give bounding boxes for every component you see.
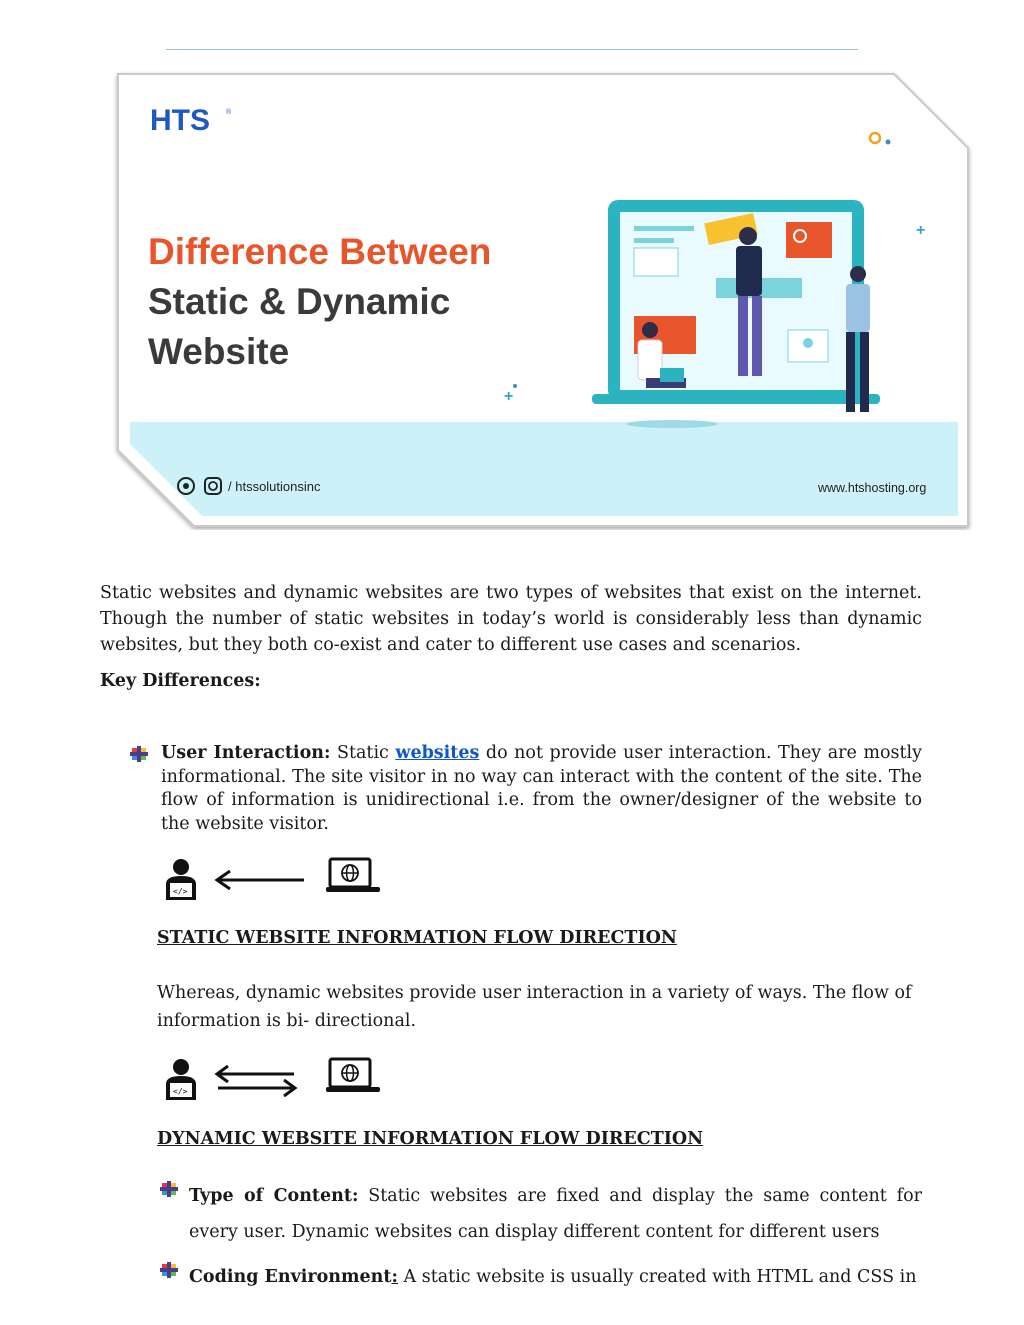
top-divider: [166, 49, 858, 50]
coding-environment-label: Coding Environment: [189, 1267, 392, 1287]
type-of-content-label: Type of Content:: [189, 1186, 359, 1206]
coding-environment-text: A static website is usually created with HTML and CSS in: [397, 1267, 917, 1287]
brand-logo: HTS: [150, 104, 210, 137]
list-item-user-interaction: User Interaction: Static websites do not provide user interaction. They are mostly informational. The site visitor in no way can interact with the content of the site. The flow of information is unidirectional i.e. from the owner/designer of the website to the website visitor.: [130, 742, 922, 836]
svg-text:+: +: [504, 388, 514, 405]
hero-banner-image: [112, 68, 976, 530]
static-caption: STATIC WEBSITE INFORMATION FLOW DIRECTION: [157, 928, 677, 948]
list-item-coding-environment: Coding Environment: A static website is usually created with HTML and CSS in: [160, 1259, 922, 1295]
banner-title-line-1: Difference Between: [148, 231, 492, 272]
developer-icon: [166, 1059, 196, 1100]
key-differences-heading: Key Differences:: [100, 671, 261, 691]
bidirectional-arrow-icon: [217, 1066, 295, 1096]
banner-title-line-3: Website: [148, 331, 290, 372]
svg-text:</>: </>: [173, 887, 188, 896]
svg-text:+: +: [916, 222, 926, 239]
developer-icon: [166, 859, 196, 900]
static-flow-diagram: [160, 856, 390, 904]
list-item-type-of-content: [160, 1178, 922, 1250]
social-handle: / htssolutionsinc: [228, 479, 321, 494]
type-of-content-text: Static websites are fixed and display the same content for every user. Dynamic websites can display different content for different users: [189, 1186, 922, 1242]
bullet-icon: [160, 1181, 178, 1197]
laptop-globe-icon: [326, 859, 380, 892]
svg-text:®: ®: [226, 109, 232, 116]
user-interaction-label: User Interaction:: [161, 743, 331, 763]
dynamic-paragraph: Whereas, dynamic websites provide user interaction in a variety of ways. The flow of information is bi- directional.: [157, 983, 912, 1031]
svg-text:</>: </>: [173, 1087, 188, 1096]
dynamic-caption: DYNAMIC WEBSITE INFORMATION FLOW DIRECTION: [157, 1129, 704, 1149]
laptop-globe-icon: [326, 1059, 380, 1092]
intro-paragraph: Static websites and dynamic websites are two types of websites that exist on the internet. Though the number of static websites in today’s world is considerably less than dynamic websites, but they both co-exist and cater to different use cases and scenarios.: [100, 583, 922, 655]
left-arrow-icon: [217, 871, 304, 889]
dynamic-flow-diagram: [160, 1056, 390, 1104]
websites-link[interactable]: websites: [395, 743, 480, 763]
banner-title-line-2: Static & Dynamic: [148, 281, 451, 322]
bullet-icon: [130, 746, 148, 762]
banner-website-url: www.htshosting.org: [818, 481, 927, 495]
bullet-icon: [160, 1262, 178, 1278]
user-interaction-text: do not provide user interaction. They are mostly informational. The site visitor in no way can interact with the content of the site. The flow of information is unidirectional i.e. from the owner/designer of the website to the website visitor.: [161, 743, 923, 834]
